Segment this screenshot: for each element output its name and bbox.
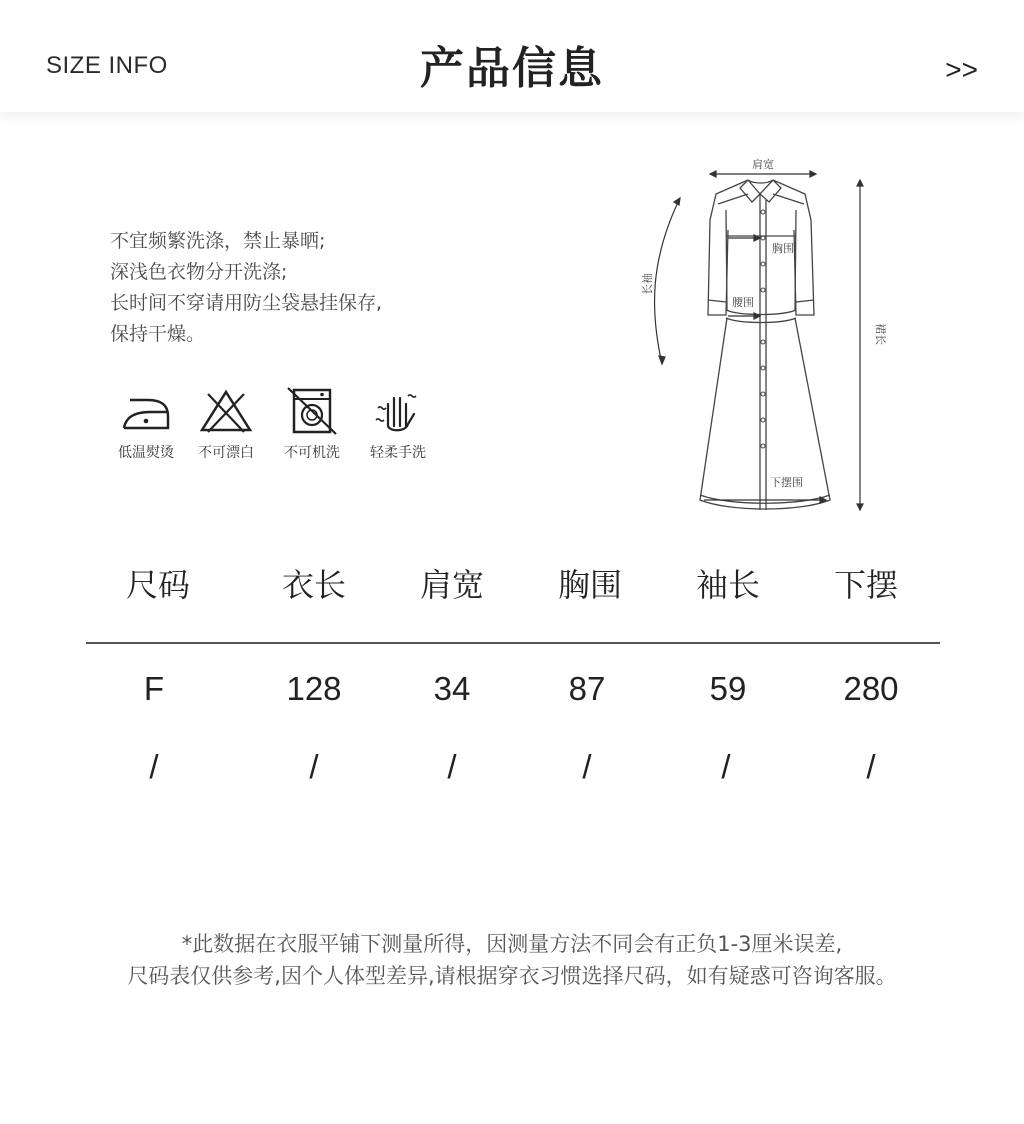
table-cell: / (447, 748, 457, 785)
col-header-sleeve: 袖长 (695, 566, 760, 604)
page-title: 产品信息 (420, 43, 604, 94)
no-bleach-icon (196, 386, 256, 436)
col-header-hem: 下摆 (833, 566, 898, 604)
dress-outline (630, 150, 910, 530)
table-cell: / (866, 748, 876, 785)
col-header-size: 尺码 (125, 566, 190, 604)
care-icon-hand-wash (358, 386, 438, 462)
care-line: 不宜频繁洗涤，禁止暴晒; (110, 230, 326, 252)
col-header-shoulder: 肩宽 (419, 566, 484, 604)
waist-label: 腰围 (732, 296, 754, 309)
table-divider (86, 642, 940, 644)
hem-label: 下摆围 (770, 476, 803, 489)
table-cell: 59 (709, 670, 747, 707)
header (0, 0, 1024, 112)
no-machine-wash-icon (282, 386, 342, 436)
next-arrow[interactable]: >> (945, 54, 978, 85)
table-cell: 34 (433, 670, 471, 707)
measurement-note (0, 928, 1024, 992)
col-header-chest: 胸围 (557, 566, 622, 604)
care-line: 长时间不穿请用防尘袋悬挂保存, (110, 292, 383, 314)
table-cell: / (149, 748, 159, 785)
chest-label: 胸围 (772, 242, 794, 255)
note-line: *此数据在衣服平铺下测量所得，因测量方法不同会有正负1-3厘米误差, (181, 932, 843, 956)
hand-wash-icon (368, 386, 428, 436)
care-instructions (110, 226, 510, 350)
note-line: 尺码表仅供参考,因个人体型差异,请根据穿衣习惯选择尺码，如有疑惑可咨询客服。 (127, 964, 897, 988)
care-icon-label: 不可机洗 (284, 445, 340, 461)
care-icon-bleach (186, 386, 266, 462)
length-label: 裙长 (874, 323, 887, 345)
table-cell: / (582, 748, 592, 785)
care-line: 深浅色衣物分开洗涤; (110, 261, 288, 283)
care-icons (106, 386, 466, 476)
col-header-length: 衣长 (281, 566, 346, 604)
table-cell: F (143, 670, 165, 707)
sleeve-label: 长袖 (641, 273, 654, 295)
table-cell: 280 (843, 670, 899, 707)
care-icon-label: 轻柔手洗 (370, 445, 426, 461)
care-icon-iron (106, 386, 186, 462)
table-cell: 87 (568, 670, 606, 707)
dress-measurement-diagram (630, 150, 910, 530)
table-cell: 128 (286, 670, 342, 707)
size-info-label: SIZE INFO (46, 52, 168, 79)
care-line: 保持干燥。 (110, 323, 206, 345)
care-icon-label: 低温熨烫 (118, 445, 174, 461)
table-cell: / (309, 748, 319, 785)
care-icon-label: 不可漂白 (198, 445, 254, 461)
care-icon-machine-wash (272, 386, 352, 462)
table-cell: / (721, 748, 731, 785)
iron-low-heat-icon (116, 386, 176, 436)
shoulder-label: 肩宽 (752, 158, 774, 171)
